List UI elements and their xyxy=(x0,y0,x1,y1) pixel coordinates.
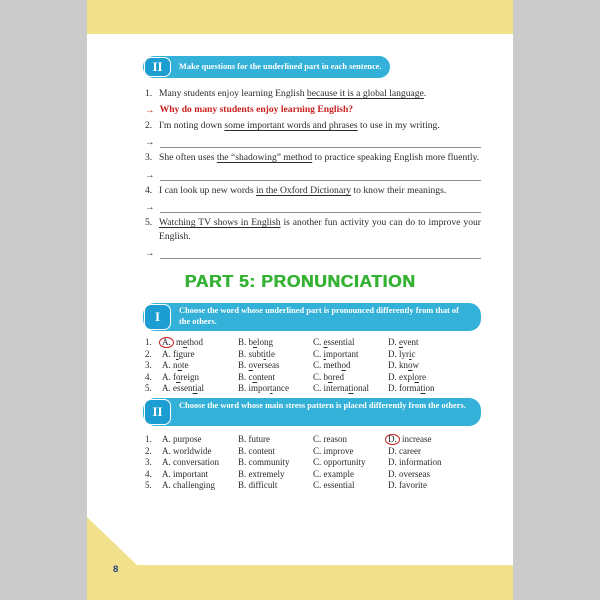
underlined-part: o xyxy=(414,371,419,382)
option-word: foreign xyxy=(173,371,199,382)
mc-option xyxy=(162,349,238,361)
pronunciation-section-header xyxy=(143,303,481,331)
mc-option xyxy=(238,372,313,384)
option-word: information xyxy=(399,457,442,468)
option-word: subtitle xyxy=(248,348,276,359)
mc-row-number: 2. xyxy=(145,348,152,359)
bottom-yellow-shape xyxy=(87,517,513,600)
option-word: essential xyxy=(173,383,205,394)
mc-option xyxy=(162,446,238,458)
option-word: important xyxy=(173,468,208,479)
part-heading: PART 5: PRONUNCIATION xyxy=(184,271,416,291)
option-label: C. xyxy=(313,434,322,444)
section-badge-roman: II xyxy=(144,399,171,425)
option-word: increase xyxy=(402,434,432,444)
option-label: B. xyxy=(238,468,247,479)
mc-option xyxy=(162,469,238,481)
exercise-sentence: 2. I'm noting down some important words and phrases to use in my writing. xyxy=(145,119,481,133)
underlined-part: o xyxy=(408,360,413,371)
option-label: B. xyxy=(238,445,247,456)
mc-option xyxy=(313,383,388,395)
arrow-icon: → xyxy=(145,105,155,117)
mc-row-number: 3. xyxy=(145,457,152,468)
option-label: D. xyxy=(388,480,397,491)
item-number: 2. xyxy=(145,120,153,132)
underlined-part: ti xyxy=(348,383,354,394)
mc-row-number: 3. xyxy=(145,360,152,371)
option-word: improve xyxy=(323,445,354,456)
option-label: B. xyxy=(238,348,247,359)
option-word: importance xyxy=(248,383,290,394)
option-label: D. xyxy=(388,457,397,468)
circled-answer-label: A. xyxy=(159,337,174,348)
option-word: bored xyxy=(323,371,345,382)
section-badge-roman: I xyxy=(144,304,171,330)
mc-option xyxy=(388,383,481,395)
mc-option xyxy=(388,337,481,349)
option-label: B. xyxy=(238,371,247,382)
mc-option xyxy=(238,469,313,481)
underlined-part: ti xyxy=(192,383,198,394)
option-word: favorite xyxy=(399,480,427,491)
mc-row-number: 2. xyxy=(145,445,152,456)
option-label: A. xyxy=(162,480,171,491)
option-word: career xyxy=(399,445,421,456)
mc-row-number: 4. xyxy=(145,468,152,479)
mc-option xyxy=(313,360,388,372)
option-word: method xyxy=(176,337,204,347)
item-number: 1. xyxy=(145,88,153,99)
underlined-part: in the Oxford Dictionary xyxy=(255,184,352,196)
underlined-part: o xyxy=(248,360,254,371)
option-label: A. xyxy=(162,371,171,382)
arrow-icon: → xyxy=(145,137,155,149)
mc-option xyxy=(162,383,238,395)
underlined-part: i xyxy=(323,348,327,359)
mc-option xyxy=(388,360,481,372)
answer-blank-line xyxy=(160,137,481,148)
option-label: A. xyxy=(162,468,171,479)
mc-option xyxy=(238,337,313,349)
mc-option xyxy=(162,434,238,446)
answer-blank-line xyxy=(160,202,481,213)
underlined-part: Watching TV shows in English xyxy=(159,216,281,228)
option-label: B. xyxy=(238,480,247,491)
option-word: figure xyxy=(173,348,195,359)
exercise-sentence: 1. Many students enjoy learning English because it is a global language. xyxy=(145,87,481,101)
mc-option xyxy=(238,446,313,458)
underlined-part: i xyxy=(176,348,179,359)
mc-option xyxy=(238,434,313,446)
option-word: method xyxy=(323,360,351,371)
option-word: future xyxy=(248,434,271,444)
option-word: purpose xyxy=(173,434,202,444)
arrow-icon: → xyxy=(145,248,155,260)
option-label: C. xyxy=(313,337,322,347)
writing-section-title: Make questions for the underlined part in each sentence. xyxy=(179,61,382,71)
option-label: C. xyxy=(313,457,322,468)
underlined-part: o xyxy=(252,371,258,382)
answer-text: Why do many students enjoy learning English? xyxy=(159,104,354,115)
option-word: essential xyxy=(323,480,355,491)
mc-option xyxy=(313,349,388,361)
option-word: extremely xyxy=(248,468,285,479)
option-label: B. xyxy=(238,383,247,394)
option-label: D. xyxy=(388,371,397,382)
circled-answer-label: D. xyxy=(385,434,400,445)
mc-option xyxy=(388,349,481,361)
blank-answer-row xyxy=(145,168,481,182)
underlined-part: t xyxy=(270,383,273,394)
option-word: essential xyxy=(323,337,355,347)
underlined-part: e xyxy=(183,337,188,347)
pronunciation-choice-grid xyxy=(145,337,481,395)
option-label: C. xyxy=(313,480,322,491)
blank-answer-row xyxy=(145,246,481,260)
mc-option xyxy=(162,372,238,384)
option-word: important xyxy=(323,348,359,359)
option-label: C. xyxy=(313,360,322,371)
option-word: belong xyxy=(248,337,274,347)
blank-answer-row xyxy=(145,200,481,214)
option-label: C. xyxy=(313,445,322,456)
mc-option xyxy=(238,457,313,469)
option-label: B. xyxy=(238,434,247,444)
mc-row-number: 5. xyxy=(145,383,152,394)
option-label: A. xyxy=(162,434,171,444)
option-word: difficult xyxy=(248,480,278,491)
option-word: formation xyxy=(399,383,435,394)
option-label: A. xyxy=(162,445,171,456)
option-label: D. xyxy=(388,445,397,456)
mc-option xyxy=(238,383,313,395)
answer-blank-line xyxy=(160,170,481,181)
option-word: explore xyxy=(399,371,426,382)
option-word: content xyxy=(248,445,276,456)
mc-row-number: 4. xyxy=(145,371,152,382)
option-word: know xyxy=(399,360,419,371)
option-label: C. xyxy=(313,348,322,359)
option-label: B. xyxy=(238,337,247,347)
underlined-part: o xyxy=(341,360,347,371)
blank-answer-row xyxy=(145,135,481,149)
underlined-part: e xyxy=(253,337,258,347)
underlined-part: i xyxy=(263,348,267,359)
mc-row-number: 1. xyxy=(145,434,152,444)
underlined-part: e xyxy=(399,337,403,347)
option-word: challenging xyxy=(173,480,215,491)
underlined-part: i xyxy=(409,348,412,359)
underlined-part: some important words and phrases xyxy=(224,120,358,132)
underlined-part: the “shadowing” method xyxy=(216,152,313,164)
option-label: D. xyxy=(388,468,397,479)
option-word: worldwide xyxy=(173,445,212,456)
mc-option xyxy=(238,360,313,372)
arrow-icon: → xyxy=(145,169,155,181)
pronunciation-section-title: Choose the word whose underlined part is pronounced differently from that of the others. xyxy=(179,306,459,326)
top-yellow-band xyxy=(87,0,513,34)
option-label: C. xyxy=(313,468,322,479)
mc-option xyxy=(313,446,388,458)
stress-section-title: Choose the word whose main stress pattern is placed differently from the others. xyxy=(179,401,466,410)
mc-option xyxy=(388,372,481,384)
option-label: C. xyxy=(313,383,322,394)
mc-option xyxy=(388,446,481,458)
underlined-part: because it is a global language xyxy=(306,88,424,99)
section-badge-roman: II xyxy=(144,57,171,77)
option-label: D. xyxy=(388,383,397,394)
underlined-part: o xyxy=(328,371,333,382)
option-label: C. xyxy=(313,371,322,382)
item-number: 5. xyxy=(145,216,153,228)
option-label: D. xyxy=(388,337,397,347)
mc-option xyxy=(388,469,481,481)
mc-option xyxy=(388,434,481,446)
underlined-part: e xyxy=(323,337,328,347)
option-word: international xyxy=(323,383,370,394)
stress-section-header xyxy=(143,398,481,426)
mc-option xyxy=(162,480,238,492)
option-label: B. xyxy=(238,360,247,371)
option-word: opportunity xyxy=(323,457,366,468)
mc-option xyxy=(238,349,313,361)
mc-option xyxy=(313,469,388,481)
option-word: content xyxy=(248,371,276,382)
mc-option xyxy=(313,457,388,469)
answer-blank-line xyxy=(160,248,481,259)
option-label: B. xyxy=(238,457,247,468)
item-number: 4. xyxy=(145,184,153,196)
exercise-sentence: 5. Watching TV shows in English is another fun activity you can do to improve your English. xyxy=(145,216,482,243)
mc-option xyxy=(162,337,238,349)
option-word: overseas xyxy=(399,468,430,479)
answer-row xyxy=(145,103,481,117)
mc-row-number: 5. xyxy=(145,480,152,491)
option-label: D. xyxy=(388,360,397,371)
option-label: D. xyxy=(388,348,397,359)
exercise-sentence: 4. I can look up new words in the Oxford Dictionary to know their meanings. xyxy=(145,184,481,198)
stress-choice-grid xyxy=(145,434,481,492)
option-word: example xyxy=(323,468,355,479)
mc-option xyxy=(388,480,481,492)
mc-option xyxy=(313,337,388,349)
mc-option xyxy=(388,457,481,469)
mc-option xyxy=(162,360,238,372)
option-label: A. xyxy=(162,360,171,371)
option-word: lyric xyxy=(399,348,416,359)
option-word: note xyxy=(173,360,189,371)
option-label: A. xyxy=(162,383,171,394)
writing-section-header xyxy=(143,56,390,78)
page-number: 8 xyxy=(113,564,119,575)
option-label: A. xyxy=(162,348,171,359)
mc-option xyxy=(313,480,388,492)
option-word: conversation xyxy=(173,457,219,468)
option-word: reason xyxy=(323,434,348,444)
option-word: community xyxy=(248,457,290,468)
writing-exercise-list xyxy=(145,85,481,260)
mc-option xyxy=(162,457,238,469)
item-number: 3. xyxy=(145,152,153,164)
mc-option xyxy=(238,480,313,492)
underlined-part: ti xyxy=(420,383,426,394)
exercise-sentence: 3. She often uses the “shadowing” method to practice speaking English more fluently. xyxy=(145,151,481,165)
document-page xyxy=(87,0,513,600)
option-label: A. xyxy=(162,457,171,468)
underlined-part: o xyxy=(177,360,182,371)
option-word: overseas xyxy=(248,360,280,371)
mc-row-number: 1. xyxy=(145,337,152,347)
underlined-part: o xyxy=(176,371,181,382)
arrow-icon: → xyxy=(145,201,155,213)
mc-option xyxy=(313,434,388,446)
mc-option xyxy=(313,372,388,384)
option-word: event xyxy=(399,337,419,347)
